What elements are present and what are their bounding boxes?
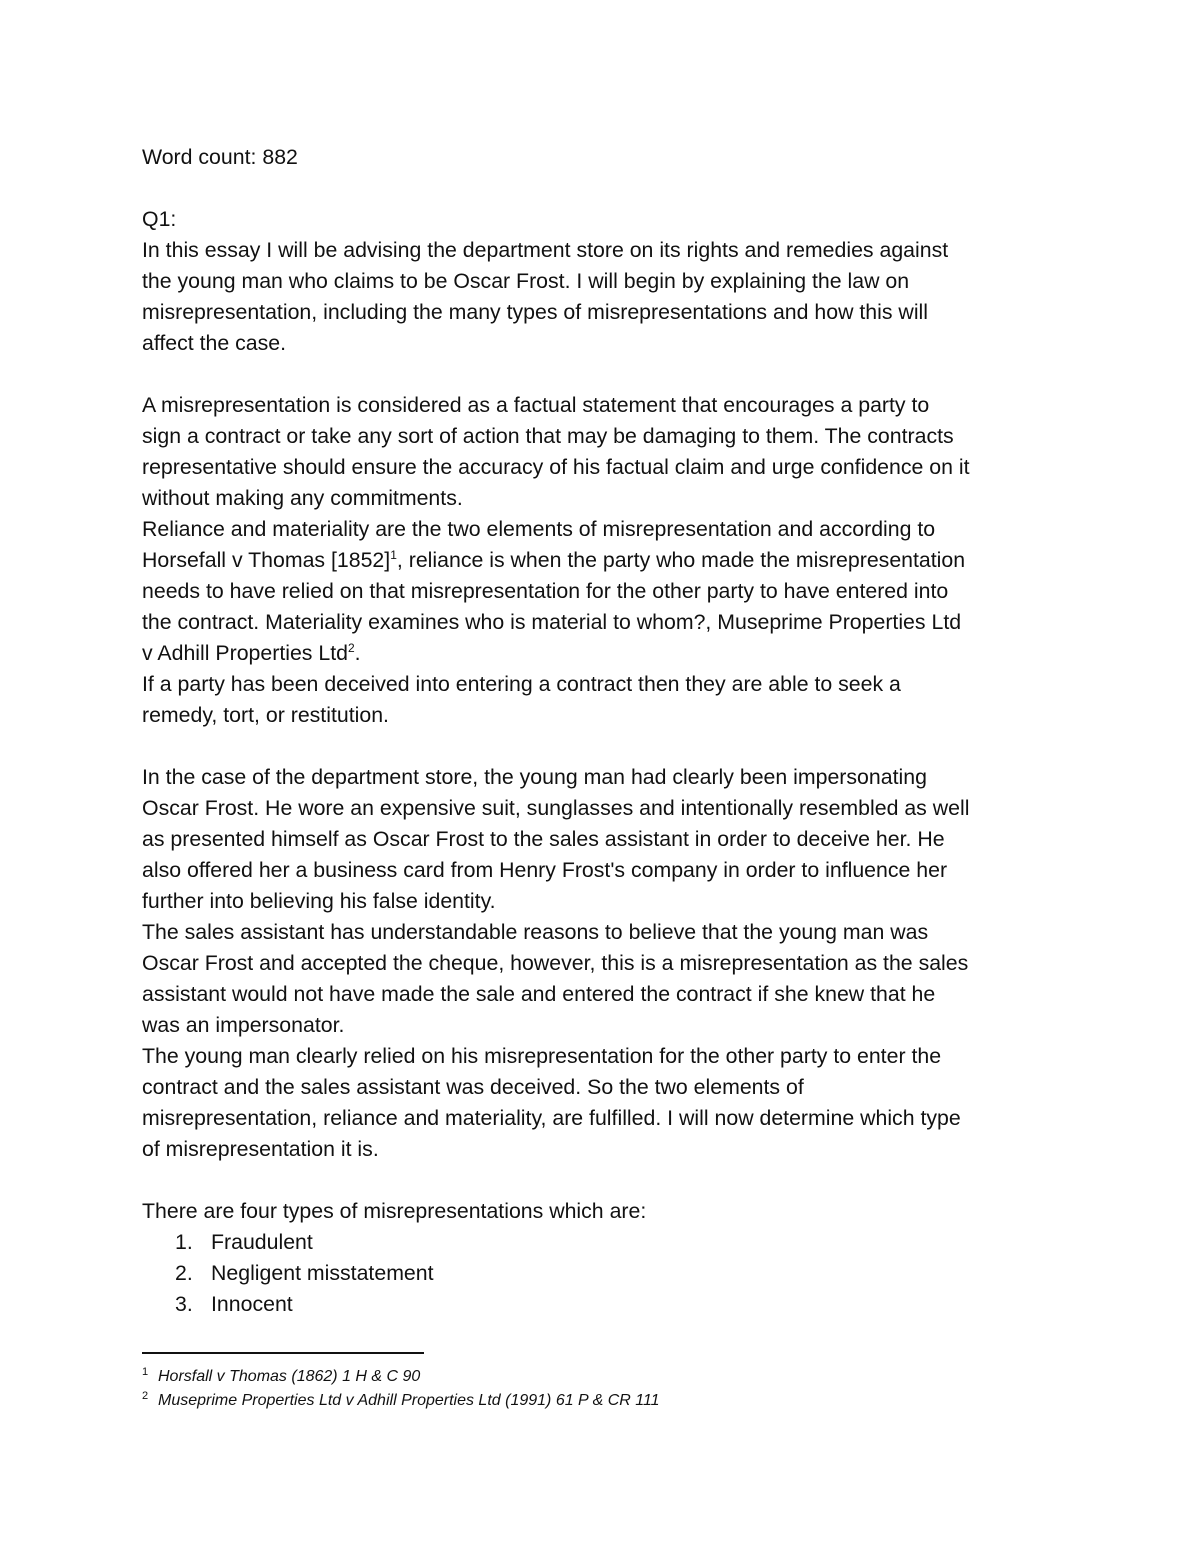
text-line: A misrepresentation is considered as a factual statement that encourages a party to bbox=[142, 393, 930, 417]
list-number: 2. bbox=[175, 1261, 193, 1285]
paragraph-intro bbox=[142, 235, 1067, 359]
types-list bbox=[142, 1227, 1067, 1320]
footnote-2: 2 Museprime Properties Ltd v Adhill Properties Ltd (1991) 61 P & CR 111 bbox=[142, 1389, 660, 1409]
text-line bbox=[142, 545, 1067, 576]
text-line: In this essay I will be advising the department store on its rights and remedies against bbox=[142, 238, 949, 262]
text-line: The young man clearly relied on his misrepresentation for the other party to enter the bbox=[142, 1044, 942, 1068]
text-line: The sales assistant has understandable reasons to believe that the young man was bbox=[142, 920, 929, 944]
text-line: also offered her a business card from Henry Frost's company in order to influence her bbox=[142, 858, 948, 882]
text-line: as presented himself as Oscar Frost to the sales assistant in order to deceive her. He bbox=[142, 827, 945, 851]
list-text: Negligent misstatement bbox=[211, 1261, 434, 1285]
list-item bbox=[142, 1258, 1067, 1289]
text-fragment: , reliance is when the party who made the misrepresentation bbox=[396, 548, 966, 572]
text-fragment: . bbox=[354, 641, 361, 665]
text-line: of misrepresentation it is. bbox=[142, 1137, 379, 1161]
footnote-text: Museprime Properties Ltd v Adhill Properties Ltd (1991) 61 P & CR 111 bbox=[158, 1392, 660, 1409]
footnotes bbox=[142, 1365, 1067, 1413]
list-text: Fraudulent bbox=[211, 1230, 313, 1254]
footnote-ref-2[interactable]: 2 bbox=[347, 640, 355, 655]
text-line: without making any commitments. bbox=[142, 486, 463, 510]
spacer bbox=[142, 731, 1067, 762]
case-citation: Horsefall v Thomas [1852] bbox=[142, 548, 391, 572]
paragraph-sales-assistant bbox=[142, 917, 1067, 1041]
paragraph-case-facts bbox=[142, 762, 1067, 917]
list-item bbox=[142, 1227, 1067, 1258]
case-citation: v Adhill Properties Ltd bbox=[142, 641, 348, 665]
paragraph-remedy bbox=[142, 669, 1067, 731]
word-count: Word count: 882 bbox=[142, 145, 298, 169]
footnote-text: Horsfall v Thomas (1862) 1 H & C 90 bbox=[158, 1368, 421, 1385]
footnote-divider bbox=[142, 1352, 424, 1354]
text-line: remedy, tort, or restitution. bbox=[142, 703, 389, 727]
paragraph-definition bbox=[142, 390, 1067, 514]
spacer bbox=[142, 173, 1067, 204]
paragraph-conclusion bbox=[142, 1041, 1067, 1165]
text-line: assistant would not have made the sale and entered the contract if she knew that he bbox=[142, 982, 936, 1006]
text-line: misrepresentation, including the many types of misrepresentations and how this will bbox=[142, 300, 929, 324]
paragraph-elements bbox=[142, 514, 1067, 669]
text-line: the young man who claims to be Oscar Frost. I will begin by explaining the law on bbox=[142, 269, 910, 293]
text-line bbox=[142, 638, 1067, 669]
text-line: misrepresentation, reliance and materiality, are fulfilled. I will now determine which type bbox=[142, 1106, 961, 1130]
spacer bbox=[142, 359, 1067, 390]
text-line: If a party has been deceived into entering a contract then they are able to seek a bbox=[142, 672, 901, 696]
question-label: Q1: bbox=[142, 207, 177, 231]
list-item bbox=[142, 1289, 1067, 1320]
text-line: needs to have relied on that misrepresentation for the other party to have entered into bbox=[142, 579, 949, 603]
footnote-ref-1[interactable]: 1 bbox=[390, 547, 397, 562]
spacer bbox=[142, 1165, 1067, 1196]
list-number: 1. bbox=[175, 1230, 193, 1254]
list-text: Innocent bbox=[211, 1292, 293, 1316]
footnote-1: 1 Horsfall v Thomas (1862) 1 H & C 90 bbox=[142, 1365, 421, 1385]
text-line: sign a contract or take any sort of action that may be damaging to them. The contracts bbox=[142, 424, 954, 448]
essay-page bbox=[142, 142, 1067, 1320]
text-line: further into believing his false identity. bbox=[142, 889, 496, 913]
text-line: contract and the sales assistant was deceived. So the two elements of bbox=[142, 1075, 804, 1099]
text-line: representative should ensure the accuracy of his factual claim and urge confidence on it bbox=[142, 455, 970, 479]
text-line: was an impersonator. bbox=[142, 1013, 345, 1037]
text-line: Oscar Frost. He wore an expensive suit, sunglasses and intentionally resembled as well bbox=[142, 796, 970, 820]
text-line: the contract. Materiality examines who is material to whom?, Museprime Properties Ltd bbox=[142, 610, 962, 634]
text-line: Reliance and materiality are the two elements of misrepresentation and according to bbox=[142, 517, 936, 541]
text-line: In the case of the department store, the young man had clearly been impersonating bbox=[142, 765, 927, 789]
text-line: affect the case. bbox=[142, 331, 287, 355]
text-line: Oscar Frost and accepted the cheque, however, this is a misrepresentation as the sales bbox=[142, 951, 969, 975]
list-intro: There are four types of misrepresentations which are: bbox=[142, 1199, 647, 1223]
list-number: 3. bbox=[175, 1292, 193, 1316]
